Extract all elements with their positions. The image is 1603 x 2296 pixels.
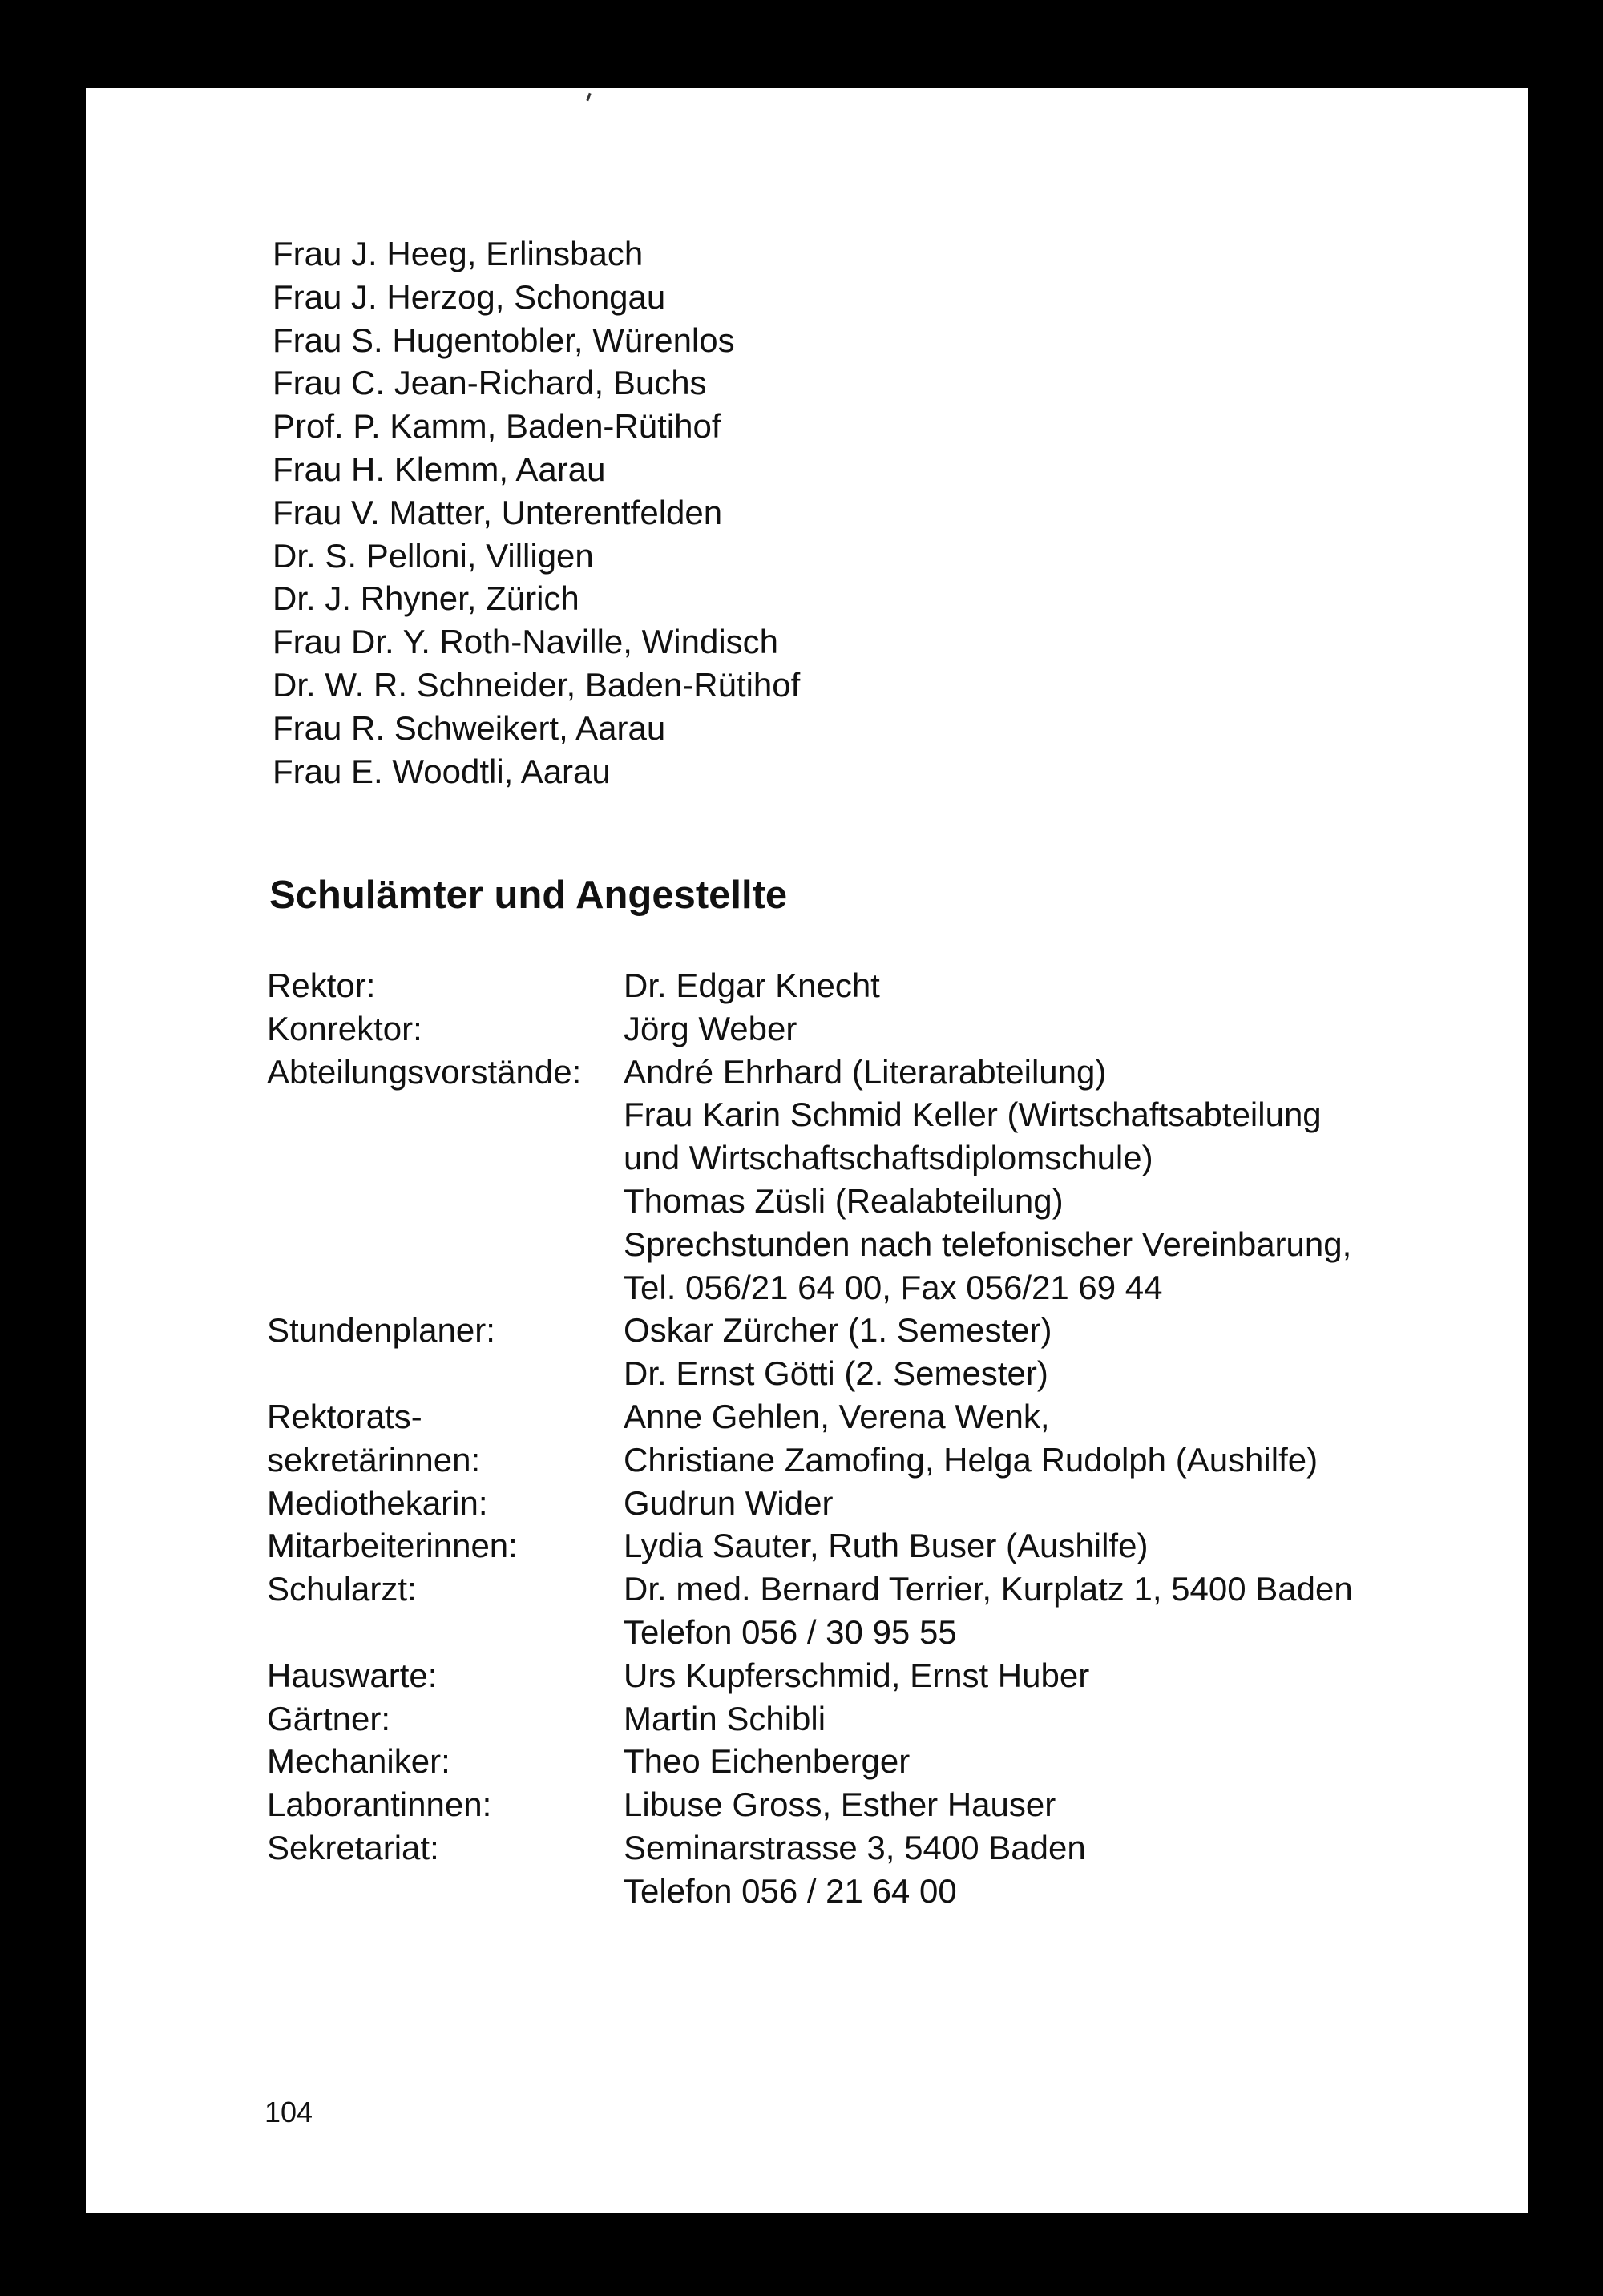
role-values — [624, 1051, 1437, 1309]
role-value-line: André Ehrhard (Literarabteilung) — [624, 1052, 1107, 1091]
scan-border-right — [1528, 0, 1603, 2296]
role-value-line: Jörg Weber — [624, 1009, 797, 1047]
role-label — [267, 1007, 624, 1051]
list-item: Frau C. Jean-Richard, Buchs — [273, 364, 707, 402]
role-label-line: Abteilungsvorstände: — [267, 1052, 582, 1091]
role-value-line: Seminarstrasse 3, 5400 Baden — [624, 1828, 1086, 1866]
list-item: Frau J. Herzog, Schongau — [273, 277, 666, 316]
role-label-line: Mitarbeiterinnen: — [267, 1527, 518, 1565]
scan-border-left — [0, 0, 86, 2296]
role-value-line: Martin Schibli — [624, 1699, 826, 1737]
role-values — [624, 1007, 1437, 1051]
role-label — [267, 1783, 624, 1826]
role-value-line: Anne Gehlen, Verena Wenk, — [624, 1397, 1050, 1435]
list-item: Frau J. Heeg, Erlinsbach — [273, 235, 644, 272]
list-item: Dr. J. Rhyner, Zürich — [273, 579, 579, 618]
role-value-line: Dr. med. Bernard Terrier, Kurplatz 1, 5400 Baden — [624, 1570, 1353, 1608]
role-values — [624, 1740, 1437, 1783]
role-label-line: Gärtner: — [267, 1699, 391, 1737]
role-row — [267, 1783, 1437, 1826]
role-value-line: Gudrun Wider — [624, 1483, 834, 1522]
role-value-line: Dr. Ernst Götti (2. Semester) — [624, 1354, 1048, 1393]
role-values — [624, 964, 1437, 1007]
role-value-line: Theo Eichenberger — [624, 1742, 911, 1781]
role-label — [267, 1654, 624, 1697]
role-label-line: Stundenplaner: — [267, 1311, 495, 1350]
role-label — [267, 1740, 624, 1783]
scan-border-top — [0, 0, 1603, 88]
role-label — [267, 1568, 624, 1611]
list-item: Frau Dr. Y. Roth-Naville, Windisch — [273, 623, 779, 661]
role-label — [267, 1482, 624, 1525]
role-label — [267, 1395, 624, 1482]
list-item: Dr. W. R. Schneider, Baden-Rütihof — [273, 665, 801, 704]
role-values — [624, 1395, 1437, 1482]
role-label-line: Rektor: — [267, 966, 376, 1004]
role-value-line: Telefon 056 / 30 95 55 — [624, 1612, 957, 1651]
list-item: Prof. P. Kamm, Baden-Rütihof — [273, 407, 721, 446]
role-value-line: Frau Karin Schmid Keller (Wirtschaftsabteilung — [624, 1096, 1322, 1134]
role-value-line: Libuse Gross, Esther Hauser — [624, 1786, 1056, 1824]
role-label-line: Rektorats- — [267, 1397, 422, 1435]
role-row — [267, 964, 1437, 1007]
role-label — [267, 1524, 624, 1568]
role-values — [624, 1524, 1437, 1568]
role-row — [267, 1309, 1437, 1395]
role-label-line: Hauswarte: — [267, 1656, 438, 1694]
role-label-line: Mediothekarin: — [267, 1483, 488, 1522]
role-value-line: und Wirtschaftschaftsdiplomschule) — [624, 1139, 1153, 1177]
role-value-line: Urs Kupferschmid, Ernst Huber — [624, 1656, 1090, 1694]
role-label-line: Laborantinnen: — [267, 1786, 492, 1824]
role-row — [267, 1482, 1437, 1525]
member-list — [273, 232, 800, 793]
role-row — [267, 1568, 1437, 1654]
role-label-line: Schularzt: — [267, 1570, 417, 1608]
role-values — [624, 1697, 1437, 1741]
list-item: Frau S. Hugentobler, Würenlos — [273, 321, 735, 359]
scan-speck — [586, 93, 591, 101]
role-values — [624, 1309, 1437, 1395]
roles-table — [267, 964, 1437, 1913]
role-value-line: Dr. Edgar Knecht — [624, 966, 880, 1004]
role-row — [267, 1007, 1437, 1051]
role-values — [624, 1654, 1437, 1697]
role-row — [267, 1740, 1437, 1783]
role-label — [267, 1826, 624, 1870]
role-label-line: sekretärinnen: — [267, 1440, 481, 1479]
list-item: Frau V. Matter, Unterentfelden — [273, 493, 723, 531]
role-value-line: Sprechstunden nach telefonischer Vereinbarung, — [624, 1225, 1352, 1263]
role-row — [267, 1395, 1437, 1482]
role-values — [624, 1482, 1437, 1525]
role-label — [267, 964, 624, 1007]
role-row — [267, 1051, 1437, 1309]
scan-border-bottom — [0, 2213, 1603, 2296]
role-value-line: Oskar Zürcher (1. Semester) — [624, 1311, 1052, 1350]
role-value-line: Telefon 056 / 21 64 00 — [624, 1871, 957, 1910]
role-label-line: Konrektor: — [267, 1009, 422, 1047]
role-label-line: Mechaniker: — [267, 1742, 450, 1781]
list-item: Frau E. Woodtli, Aarau — [273, 752, 611, 790]
section-title: Schulämter und Angestellte — [269, 874, 788, 917]
role-row — [267, 1826, 1437, 1913]
role-values — [624, 1568, 1437, 1654]
list-item: Dr. S. Pelloni, Villigen — [273, 536, 594, 575]
role-value-line: Lydia Sauter, Ruth Buser (Aushilfe) — [624, 1527, 1149, 1565]
role-value-line: Christiane Zamofing, Helga Rudolph (Aushilfe) — [624, 1440, 1318, 1479]
role-row — [267, 1654, 1437, 1697]
role-row — [267, 1697, 1437, 1741]
role-label — [267, 1697, 624, 1741]
page-number: 104 — [264, 2096, 313, 2129]
role-values — [624, 1783, 1437, 1826]
role-values — [624, 1826, 1437, 1913]
role-label-line: Sekretariat: — [267, 1828, 439, 1866]
list-item: Frau R. Schweikert, Aarau — [273, 708, 666, 747]
list-item: Frau H. Klemm, Aarau — [273, 450, 606, 488]
role-row — [267, 1524, 1437, 1568]
role-label — [267, 1051, 624, 1094]
role-value-line: Thomas Züsli (Realabteilung) — [624, 1181, 1064, 1220]
role-value-line: Tel. 056/21 64 00, Fax 056/21 69 44 — [624, 1268, 1163, 1306]
role-label — [267, 1309, 624, 1352]
